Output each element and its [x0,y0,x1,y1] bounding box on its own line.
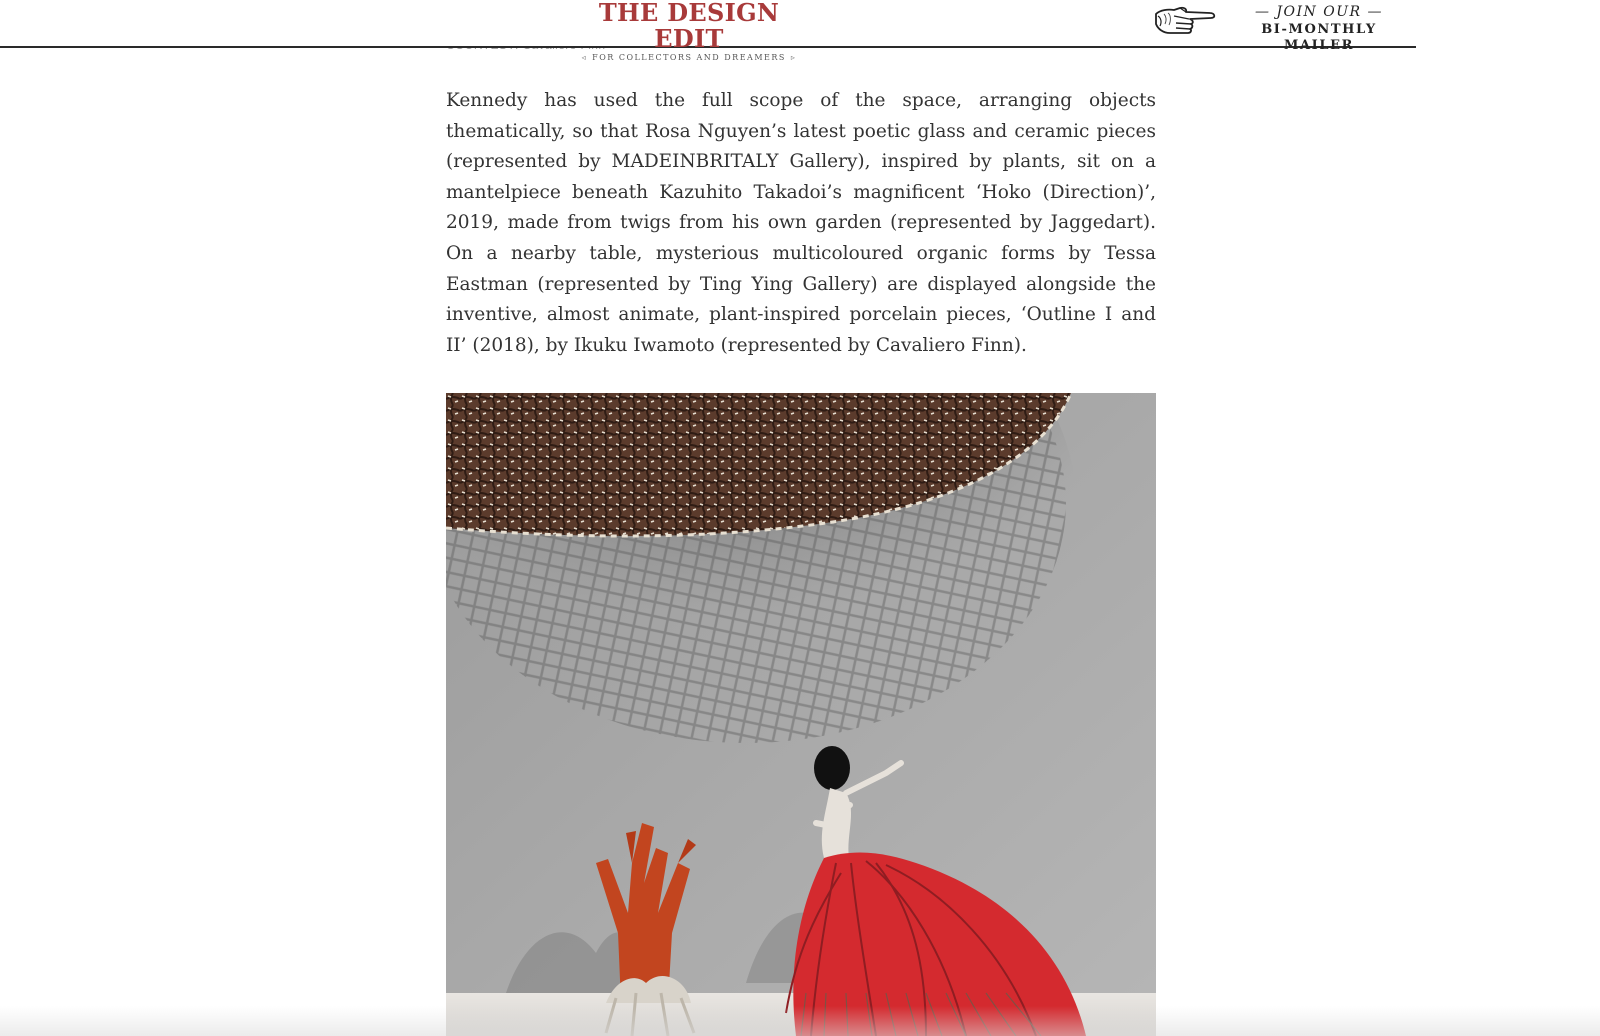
mailer-title-text: BI-MONTHLY MAILER [1261,22,1377,53]
site-title: THE DESIGN EDIT [598,0,780,53]
site-logo-link[interactable] [566,0,812,62]
ornament-left-icon: ◃ [581,53,588,62]
newsletter-signup-link[interactable] [1152,2,1414,53]
article-photo [446,393,1156,1036]
ornament-right-icon: ▹ [790,53,797,62]
pointing-hand-icon [1154,4,1218,36]
article-paragraph: Kennedy has used the full scope of the space, arranging objects thematically, so that Rosa Nguyen’s latest poetic glass and ceramic pieces (represented by MADEINBRITALY Gallery), inspired by plants, sit on a mantelpiece beneath Kazuhito Takadoi’s magnificent ‘Hoko (Direction)’, 2019, made from twigs from his own garden (represented by Jaggedart). On a nearby table, mysterious multicoloured organic forms by Tessa Eastman (represented by Ting Ying Gallery) are displayed alongside the inventive, almost animate, plant-inspired porcelain pieces, ‘Outline I and II’ (2018), by Ikuku Iwamoto (represented by Cavaliero Finn). [446,90,1156,356]
site-tagline [566,53,812,62]
mailer-join-text: — JOIN OUR — [1254,4,1384,20]
site-header [0,0,1416,62]
site-tagline-text: FOR COLLECTORS AND DREAMERS [592,53,786,62]
